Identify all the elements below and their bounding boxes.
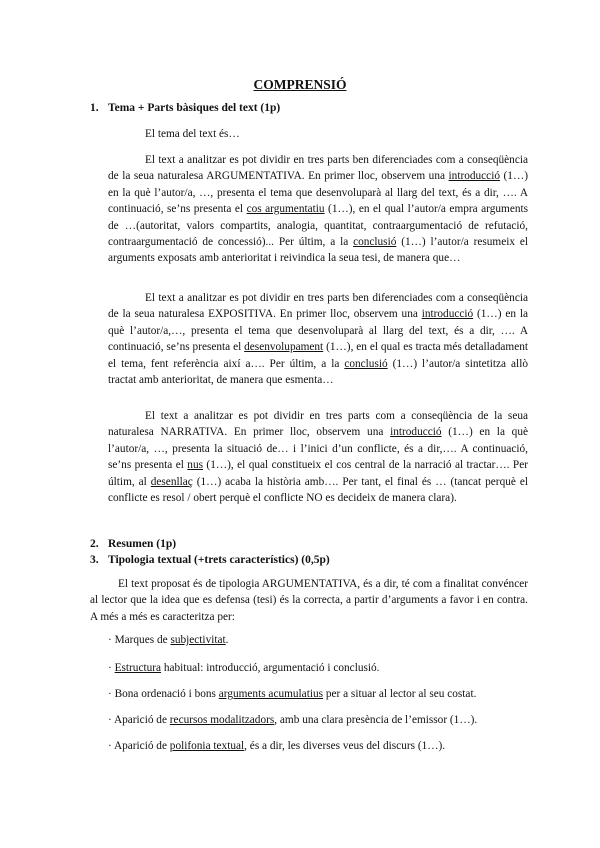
section-title: Resumen (1p): [108, 538, 177, 550]
underlined-term: introducció: [421, 308, 474, 321]
underlined-term: subjectivitat: [170, 634, 226, 646]
paragraph-argumentative: El text a analitzar es pot dividir en tres parts ben diferenciades com a conseqüència de la seua naturalesa ARGUMENTATIVA. En primer lloc, observem una introducció (1…) en la què l’autor/a, …, presenta el tema que desenvoluparà al llarg del text, és a dir, …. A continuació, se’ns presenta el cos argumentatiu (1…), en el qual l’autor/a empra arguments de …(autoritat, valors compartits, analogia, quantitat, contraargumentació de refutació, contraargumentació de concessió)... Per últim, a la conclusió (1…) l’autor/a resumeix el arguments exposats amb anterioritat i reivindica la seua tesi, de manera que…: [108, 154, 529, 265]
bullet-item: · Bona ordenació i bons arguments acumulatius per a situar al lector al seu costat.: [108, 688, 477, 700]
underlined-term: desenvolupament: [244, 341, 324, 354]
section-number: 2.: [90, 538, 99, 550]
section-title: Tipologia textual (+trets característics) (0,5p): [108, 554, 330, 566]
underlined-term: arguments acumulatius: [218, 688, 324, 700]
theme-line: El tema del text és…: [145, 128, 240, 140]
underlined-term: conclusió: [344, 357, 388, 370]
paragraph-narrative: El text a analitzar es pot dividir en tres parts com a conseqüència de la seua naturalesa NARRATIVA. En primer lloc, observem una introducció (1…) en la què l’autor/a, …, presenta la situació de… i l’inici d’un conflicte, és a dir,…. A continuació, se’ns presenta el nus (1…), el qual constitueix el cos central de la narració al tractar…. Per últim, al desenllaç (1…) acaba la història amb…. Per tant, el final és … (tancat perquè el conflicte es resol / obert perquè el conflicte NO es decideix de manera clara).: [108, 410, 528, 505]
underlined-term: Estructura: [114, 662, 162, 674]
paragraph-expository: El text a analitzar es pot dividir en tres parts ben diferenciades com a conseqüència de la seua naturalesa EXPOSITIVA. En primer lloc, observem una introducció (1…) en la què l’autor/a,…, presenta el tema que desenvoluparà al llarg del text, és a dir, …. A continuació, se’ns presenta el desenvolupament (1…), en el qual es tracta més detalladament el tema, fent referència així a…. Per últim, a la conclusió (1…) l’autor/a sintetitza allò tractat amb anterioritat, de manera que esmenta…: [108, 292, 529, 387]
bullet-item: · Marques de subjectivitat.: [108, 634, 229, 646]
section-title: Tema + Parts bàsiques del text (1p): [108, 102, 281, 114]
underlined-term: introducció: [390, 426, 442, 439]
section-number: 1.: [90, 102, 99, 114]
underlined-term: cos argumentatiu: [246, 203, 325, 216]
underlined-term: desenllaç: [150, 475, 193, 488]
underlined-term: conclusió: [353, 236, 397, 249]
paragraph-typology: El text proposat és de tipologia ARGUMENTATIVA, és a dir, té com a finalitat convéncer al lector que la idea que es defensa (tesi) és la correcta, a partir d’arguments a favor i en contra. A més a més es caracteritza per:: [90, 578, 528, 623]
bullet-item: · Aparició de recursos modalitzadors, amb una clara presència de l’emissor (1…).: [108, 714, 478, 726]
underlined-term: recursos modalitzadors: [169, 714, 275, 726]
bullet-item: · Estructura habitual: introducció, argumentació i conclusió.: [108, 662, 380, 674]
bullet-item: · Aparició de polifonia textual, és a dir, les diverses veus del discurs (1…).: [108, 740, 446, 752]
page-title: COMPRENSIÓ: [253, 77, 347, 92]
section-number: 3.: [90, 554, 99, 566]
underlined-term: introducció: [448, 170, 500, 183]
underlined-term: polifonia textual: [169, 740, 245, 752]
underlined-term: nus: [187, 459, 203, 472]
